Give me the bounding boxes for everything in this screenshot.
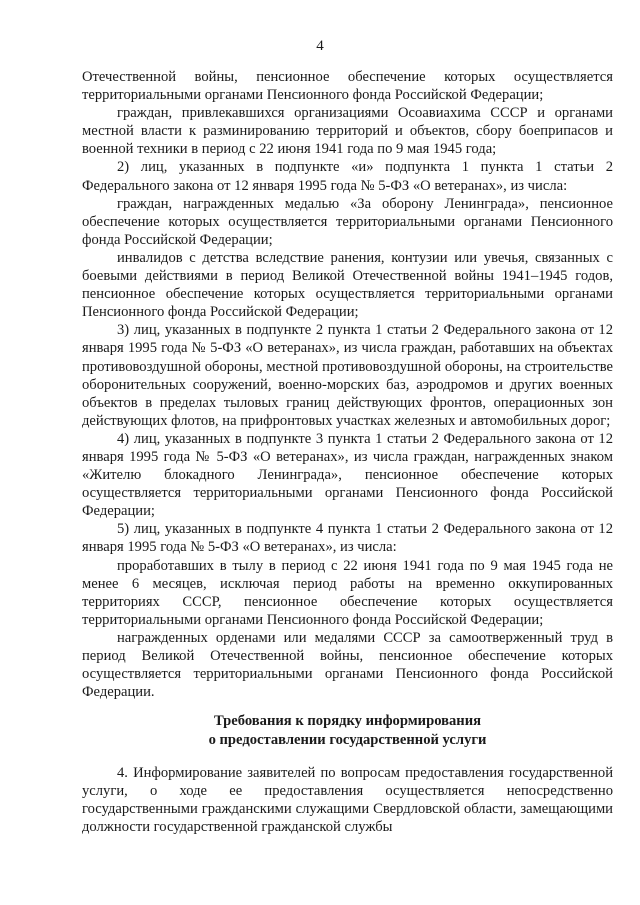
section-heading-line: о предоставлении государственной услуги: [208, 731, 487, 748]
page-number: 4: [316, 38, 324, 54]
paragraph: граждан, награжденных медалью «За оборону Ленинграда», пенсионное обеспечение которых осуществляется территориальными органами Пенсионного фонда Российской Федерации;: [82, 195, 613, 248]
paragraph: 4. Информирование заявителей по вопросам предоставления государственной услуги, о ходе ее предоставления осуществляется непосредственно государственными гражданскими служащими Свердловской области, замещающими должности государственной гражданской службы: [82, 765, 613, 836]
section-heading: [82, 712, 613, 749]
paragraph: 4) лиц, указанных в подпункте 3 пункта 1 статьи 2 Федерального закона от 12 января 1995 года № 5-ФЗ «О ветеранах», из числа граждан, награжденных знаком «Жителю блокадного Ленинграда», пенсионное обеспечение которых осуществляется территориальными органами Пенсионного фонда Российской Федерации;: [82, 430, 613, 520]
document-body: [82, 68, 613, 701]
section-body: [82, 764, 613, 836]
paragraph: награжденных орденами или медалями СССР за самоотверженный труд в период Великой Отечественной войны, пенсионное обеспечение которых осуществляется территориальными органами Пенсионного фонда Российской Федерации.: [82, 629, 613, 701]
paragraph: Отечественной войны, пенсионное обеспечение которых осуществляется территориальными органами Пенсионного фонда Российской Федерации;: [82, 69, 613, 104]
paragraph: проработавших в тылу в период с 22 июня 1941 года по 9 мая 1945 года не менее 6 месяцев, исключая период работы на временно оккупированных территориях СССР, пенсионное обеспечение которых осуществляется территориальными органами Пенсионного фонда Российской Федерации;: [82, 557, 613, 628]
section-heading-line: Требования к порядку информирования: [213, 713, 482, 729]
paragraph: 2) лиц, указанных в подпункте «и» подпункта 1 пункта 1 статьи 2 Федерального закона от 12 января 1995 года № 5-ФЗ «О ветеранах», из числа:: [82, 159, 613, 194]
paragraph: 5) лиц, указанных в подпункте 4 пункта 1 статьи 2 Федерального закона от 12 января 1995 года № 5-ФЗ «О ветеранах», из числа:: [82, 521, 613, 556]
paragraph: инвалидов с детства вследствие ранения, контузии или увечья, связанных с боевыми действиями в период Великой Отечественной войны 1941–1945 годов, пенсионное обеспечение которых осуществляется территориальными органами Пенсионного фонда Российской Федерации;: [82, 249, 613, 321]
paragraph: 3) лиц, указанных в подпункте 2 пункта 1 статьи 2 Федерального закона от 12 января 1995 года № 5-ФЗ «О ветеранах», из числа граждан, работавших на объектах противовоздушной обороны, местной противовоздушной обороны, на строительстве оборонительных сооружений, военно-морских баз, аэродромов и других военных объектов в пределах тыловых границ действующих фронтов, операционных зон действующих флотов, на прифронтовых участках железных и автомобильных дорог;: [82, 322, 613, 429]
paragraph: граждан, привлекавшихся организациями Осоавиахима СССР и органами местной власти к разминированию территорий и объектов, сбору боеприпасов и военной техники в период с 22 июня 1941 года по 9 мая 1945 года;: [82, 105, 613, 158]
